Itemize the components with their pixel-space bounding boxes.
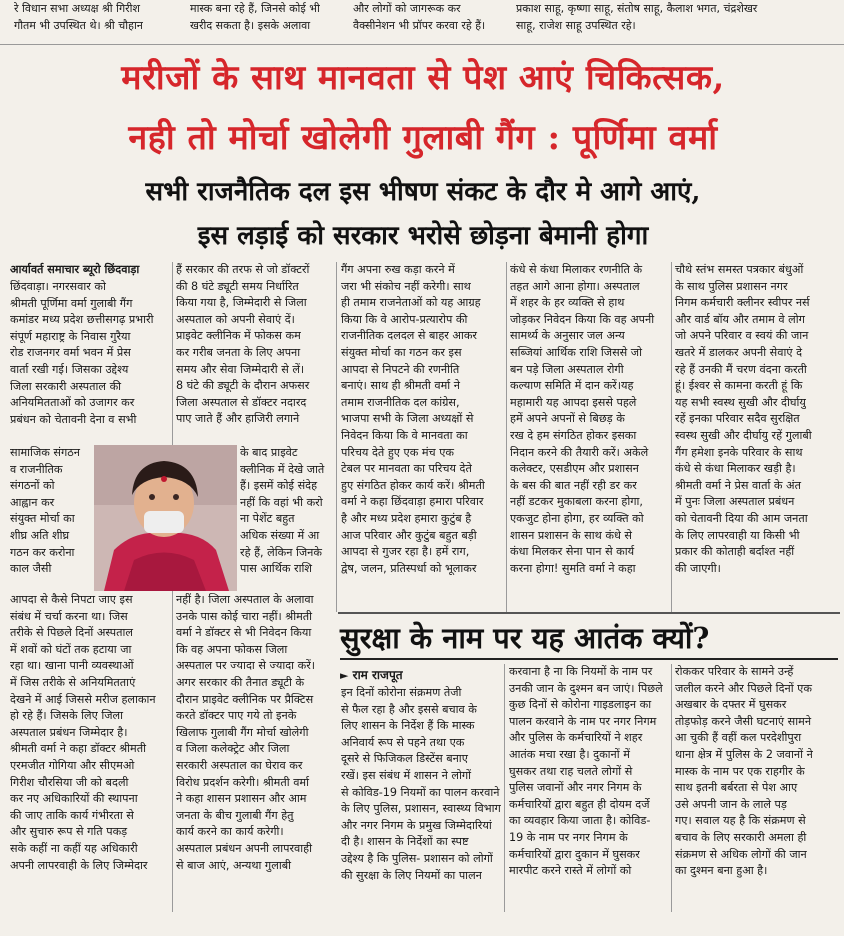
- article1-col3: गैंग अपना रुख कड़ा करने में जरा भी संकोच नहीं करेगी। साथ ही तमाम राजनेताओं को यह आग्रह किया कि वे आरोप-प्रत्यारोप की राजनीतिक दलदल से बाहर आकर संयुक्त मोर्चा का गठन कर इस आपदा से निपटने की रणनीति बनाएं। साथ ही श्रीमती वर्मा ने तमाम राजनीतिक दल कांग्रेस, भाजपा सभी के जिला अध्यक्षों से निवेदन किया कि वे मानवता का परिचय देते हुए एक मंच एक टेबल पर मानवता का परिचय देते हुए संगठित होकर कार्य करें। श्रीमती वर्मा ने कहा छिंदवाड़ा हमारा परिवार है और मध्य प्रदेश हमारा कुटुंब है आज परिवार और कुटुंब बहुत बड़ी आपदा से गुजर रहा है। हमें राग, द्वेष, जलन, प्रतिस्पर्धा को भूलाकर: [341, 263, 485, 575]
- article1-col1-top: छिंदवाड़ा। नगरसवार को श्रीमती पूर्णिमा वर्मा गुलाबी गैंग कमांडर मध्य प्रदेश छत्तीसगढ़ प्रभारी संपूर्ण महाराष्ट्र के निवास गुरैया रोड राजनगर वर्मा भवन में प्रेस वार्ता रखी गई। जिसका उद्देश्य जिला सरकारी अस्पताल की अनियमितताओं को उजागर कर प्रबंधन को चेतावनी देना व सभी: [10, 280, 154, 426]
- main-headline: [8, 48, 838, 174]
- strip-col-4: प्रकाश साहू, कृष्णा साहू, संतोष साहू, कैलाश भगत, चंद्रशेखर साहू, राजेश साहू उपस्थित रहे।: [516, 2, 758, 32]
- article2-byline: [340, 666, 440, 686]
- column-rule: [506, 262, 507, 612]
- article1-col1-wrap: सामाजिक संगठन व राजनीतिक संगठनों को आह्वान कर संयुक्त मोर्चा का शीघ्र अति शीघ्र गठन कर करोना काल जैसी: [10, 446, 80, 576]
- strip-divider: [0, 44, 844, 45]
- article1-col4: कंधे से कंधा मिलाकर रणनीति के तहत आगे आना होगा। अस्पताल में शहर के हर व्यक्ति से हाथ जोड़कर निवेदन किया कि वह अपनी सामर्थ्य के अनुसार जल अन्य सब्जियां आर्थिक राशि जिससे जो बन पड़े जिला अस्पताल रोगी कल्याण समिति में दान करें।यह महामारी यह आपदा इससे पहले हमें अपने अपनों से बिछड़ के रख दे हम संगठित होकर इसका निदान करने की तैयारी करें। अकेले कलेक्टर, एसडीएम और प्रशासन के बस की बात नहीं रही डर कर नहीं डटकर मुकाबला करना होगा, एकजुट होना होगा, हर व्यक्ति को शासन प्रशासन के साथ कंधे से कंधा मिलकर सेना पान से कार्य करना होगा! सुमति वर्मा ने कहा: [510, 263, 655, 575]
- article2-col1: इन दिनों कोरोना संक्रमण तेजी से फैल रहा है और इससे बचाव के लिए शासन के निर्देश हैं कि मास्क अनिवार्य रूप से पहने तथा एक दूसरे से फिजिकल डिस्टेंस बनाए रखें। इस संबंध में शासन ने लोगों से कोविड-19 नियमों का पालन करवाने के लिए पुलिस, प्रशासन, स्वास्थ्य विभाग और नगर निगम के प्रमुख जिम्मेदारियां दी है। शासन के निर्देशों का स्पष्ट उद्देश्य है कि पुलिस- प्रशासन को लोगों की सुरक्षा के लिए नियमों का पालन: [341, 686, 501, 882]
- headline-line-2: नही तो मोर्चा खोलेगी गुलाबी गैंग : पूर्णिमा वर्मा: [128, 118, 718, 158]
- portrait-image: [94, 445, 237, 591]
- article1-col2-top: हैं सरकार की तरफ से जो डॉक्टरों की 8 घंटे ड्यूटी समय निर्धारित किया गया है, जिम्मेदारी से जिला अस्पताल को अपनी सेवाएं दें। प्राइवेट क्लीनिक में फोकस कम कर गरीब जनता के लिए अपना समय और सेवा जिम्मेदारी से लें। 8 घंटे की ड्यूटी के दौरान अफसर जिला अस्पताल से डॉक्टर नदारद पाए जाते हैं और हाजिरी लगाने: [176, 263, 310, 426]
- strip-col-2: मास्क बना रहे हैं, जिनसे कोई भी खरीद सकता है। इसके अलावा: [190, 2, 320, 32]
- article1-col2-bottom: नहीं है। जिला अस्पताल के अलावा उनके पास कोई चारा नहीं। श्रीमती वर्मा ने डॉक्टर से भी निवेदन किया कि वह अपना फोकस जिला अस्पताल पर ज्यादा से ज्यादा करें। अगर सरकार की तैनात ड्यूटी के दौरान प्राइवेट क्लीनिक पर प्रैक्टिस करते डॉक्टर पाए गये तो इनके खिलाफ गुलाबी गैंग मोर्चा खोलेगी व जिला कलेक्ट्रेट और जिला सरकारी अस्पताल का घेराव कर विरोध प्रदर्शन करेगी। श्रीमती वर्मा ने कहा शासन प्रशासन और आम जनता के बीच गुलाबी गैंग हेतु कार्य करने का कार्य करेगी। अस्पताल प्रबंधन अपनी लापरवाही से बाज आएं, अन्यथा गुलाबी: [176, 593, 316, 872]
- article2-headline: सुरक्षा के नाम पर यह आतंक क्यों?: [340, 621, 710, 655]
- byline-author: राम राजपूत: [352, 668, 403, 682]
- subheadline-line-1: सभी राजनैतिक दल इस भीषण संकट के दौर मे आगे आएं,: [145, 177, 701, 207]
- headline-underline: [340, 658, 838, 660]
- article1-col2-wrap: के बाद प्राइवेट क्लीनिक में देखे जाते हैं। इसमें कोई संदेह नहीं कि वहां भी करो ना पेशेंट बहुत अधिक संख्या में आ रहे हैं, लेकिन जिनके पास आर्थिक राशि: [240, 446, 325, 576]
- subheadline-line-2: इस लड़ाई को सरकार भरोसे छोड़ना बेमानी होगा: [197, 221, 649, 251]
- strip-col-3: और लोगों को जागरूक कर वैक्सीनेशन भी प्रॉपर करवा रहे हैं।: [353, 2, 486, 32]
- column-rule: [504, 664, 505, 912]
- article1-col5: चौथे स्तंभ समस्त पत्रकार बंधुओं के साथ पुलिस प्रशासन नगर निगम कर्मचारी क्लीनर स्वीपर नर्स और वार्ड बॉय और तमाम वे लोग जो अपने परिवार व स्वयं की जान खतरे में डालकर अपनी सेवाएं दे रहे हैं उनकी मैं चरण वंदना करती हूं। ईश्वर से कामना करती हूं कि यह सभी स्वस्थ सुखी और दीर्घायु रहें इनका परिवार सदैव सुरक्षित स्वस्थ सुखी और दीर्घायु रहें गुलाबी गैंग हमेशा इनके परिवार के साथ कंधे से कंधा मिलाकर खड़ी है। श्रीमती वर्मा ने प्रेस वार्ता के अंत में पुनः जिला अस्पताल प्रबंधन को चेतावनी दिया की आम जनता के लिए लापरवाही या किसी भी प्रकार की कोताही बर्दाश्त नहीं की जाएगी।: [675, 263, 812, 575]
- column-rule: [671, 664, 672, 912]
- sub-headline: [8, 170, 838, 262]
- article2-col3: रोककर परिवार के सामने उन्हें जलील करने और पिछले दिनों एक अखबार के दफ्तर में घुसकर तोड़फोड़ करने जैसी घटनाएं सामने आ चुकी हैं वहीं कल परदेशीपुरा थाना क्षेत्र में पुलिस के 2 जवानों ने मास्क के नाम पर एक राहगीर के साथ इतनी बर्बरता से पेश आए उसे अपनी जान के लाले पड़ गए। सवाल यह है कि संक्रमण से बचाव के लिए सरकारी अमला ही संक्रमण से अधिक लोगों की जान का दुश्मन बना हुआ है।: [675, 665, 813, 878]
- article1-col1-bottom: आपदा से कैसे निपटा जाए इस संबंध में चर्चा करना था। जिस तरीके से पिछले दिनों अस्पताल में शवों को घंटों तक हटाया जा रहा था। खाना पानी व्यवस्थाओं में जिस तरीके से अनियमितताएं देखने में आई जिससे मरीज हलाकान हो रहे हैं। जिसके लिए जिला अस्पताल प्रबंधन जिम्मेदार है। श्रीमती वर्मा ने कहा डॉक्टर श्रीमती एरमजीत गोगिया और सीएमओ गिरीश चौरसिया जी को बदली कर नए अधिकारियों की स्थापना की जाए ताकि कार्य गंभीरता से और सुचारु रूप से गति पकड़ सके कहीं ना कहीं यह अधिकारी अपनी लापरवाही के लिए जिम्मेदार: [10, 593, 156, 872]
- strip-col-1: रे विधान सभा अध्यक्ष श्री गिरीश गौतम भी उपस्थित थे। श्री चौहान: [14, 2, 143, 32]
- previous-article-strip: [0, 0, 844, 44]
- column-rule: [671, 262, 672, 612]
- headline-line-1: मरीजों के साथ मानवता से पेश आएं चिकित्सक,: [121, 58, 725, 98]
- column-rule: [336, 262, 337, 612]
- article-byline: आर्यावर्त समाचार ब्यूरो छिंदवाड़ा: [10, 263, 140, 276]
- article2-col2: करवाना है ना कि नियमों के नाम पर उनकी जान के दुश्मन बन जाएं। पिछले कुछ दिनों से कोरोना गाइडलाइन का पालन करवाने के नाम पर नगर निगम और पुलिस के कर्मचारियों ने शहर आतंक मचा रखा है। दुकानों में घुसकर तथा राह चलते लोगों से पुलिस जवानों और नगर निगम के कर्मचारियों द्वारा बहुत ही दोयम दर्जे का व्यवहार किया जाता है। कोविड- 19 के नाम पर नगर निगम के कर्मचारियों द्वारा दुकान में घुसकर मारपीट करने रास्ते में लोगों को: [509, 665, 663, 878]
- byline-marker-icon: ►: [340, 669, 349, 682]
- section-divider: [338, 612, 840, 614]
- portrait-photo: [94, 445, 237, 591]
